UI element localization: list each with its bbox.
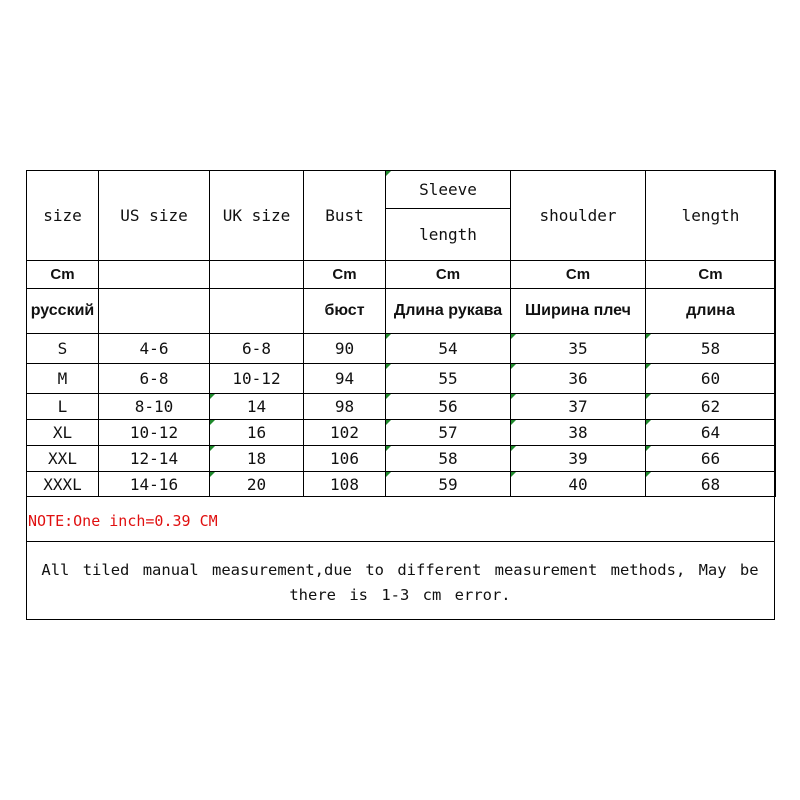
ru-size: русский	[27, 289, 99, 334]
cell-uk: 16	[210, 420, 304, 446]
ru-length: длина	[646, 289, 776, 334]
header-size: size	[27, 171, 99, 261]
cell-shoulder: 35	[511, 334, 646, 364]
cell-length: 64	[646, 420, 776, 446]
cell-size: XXXL	[27, 472, 99, 497]
cell-length: 58	[646, 334, 776, 364]
cell-uk: 20	[210, 472, 304, 497]
cell-length: 68	[646, 472, 776, 497]
unit-bust: Cm	[304, 261, 386, 289]
cell-us: 10-12	[99, 420, 210, 446]
cell-bust: 106	[304, 446, 386, 472]
cell-shoulder: 38	[511, 420, 646, 446]
cell-us: 8-10	[99, 394, 210, 420]
cell-shoulder: 37	[511, 394, 646, 420]
ru-sleeve: Длина рукава	[386, 289, 511, 334]
cell-sleeve: 55	[386, 364, 511, 394]
cell-uk: 18	[210, 446, 304, 472]
cell-length: 60	[646, 364, 776, 394]
disclaimer-line-2: there is 1-3 cm error.	[289, 586, 511, 604]
cell-shoulder: 39	[511, 446, 646, 472]
cell-sleeve: 54	[386, 334, 511, 364]
cell-length: 66	[646, 446, 776, 472]
header-uk-size: UK size	[210, 171, 304, 261]
divider	[26, 541, 775, 542]
cell-sleeve: 56	[386, 394, 511, 420]
cell-size: XXL	[27, 446, 99, 472]
cell-uk: 14	[210, 394, 304, 420]
cell-us: 14-16	[99, 472, 210, 497]
header-shoulder: shoulder	[511, 171, 646, 261]
cell-size: M	[27, 364, 99, 394]
cell-shoulder: 40	[511, 472, 646, 497]
unit-size: Cm	[27, 261, 99, 289]
inch-conversion-note: NOTE:One inch=0.39 CM	[28, 512, 218, 530]
cell-size: L	[27, 394, 99, 420]
disclaimer-line-1: All tiled manual measurement,due to different measurement methods, May be	[41, 561, 759, 579]
cell-bust: 90	[304, 334, 386, 364]
header-sleeve-length: length	[386, 209, 511, 261]
cell-us: 6-8	[99, 364, 210, 394]
cell-sleeve: 59	[386, 472, 511, 497]
measurement-disclaimer	[30, 558, 770, 608]
unit-shoulder: Cm	[511, 261, 646, 289]
cell-bust: 108	[304, 472, 386, 497]
cell-uk: 6-8	[210, 334, 304, 364]
cell-size: S	[27, 334, 99, 364]
header-length: length	[646, 171, 776, 261]
cell-size: XL	[27, 420, 99, 446]
cell-us: 12-14	[99, 446, 210, 472]
outer-frame	[26, 170, 775, 620]
cell-bust: 102	[304, 420, 386, 446]
unit-sleeve: Cm	[386, 261, 511, 289]
cell-bust: 94	[304, 364, 386, 394]
cell-sleeve: 58	[386, 446, 511, 472]
cell-uk: 10-12	[210, 364, 304, 394]
header-bust: Bust	[304, 171, 386, 261]
header-us-size: US size	[99, 171, 210, 261]
ru-shoulder: Ширина плеч	[511, 289, 646, 334]
cell-shoulder: 36	[511, 364, 646, 394]
ru-bust: бюст	[304, 289, 386, 334]
cell-sleeve: 57	[386, 420, 511, 446]
cell-length: 62	[646, 394, 776, 420]
cell-us: 4-6	[99, 334, 210, 364]
header-sleeve: Sleeve	[386, 171, 511, 209]
unit-length: Cm	[646, 261, 776, 289]
cell-bust: 98	[304, 394, 386, 420]
